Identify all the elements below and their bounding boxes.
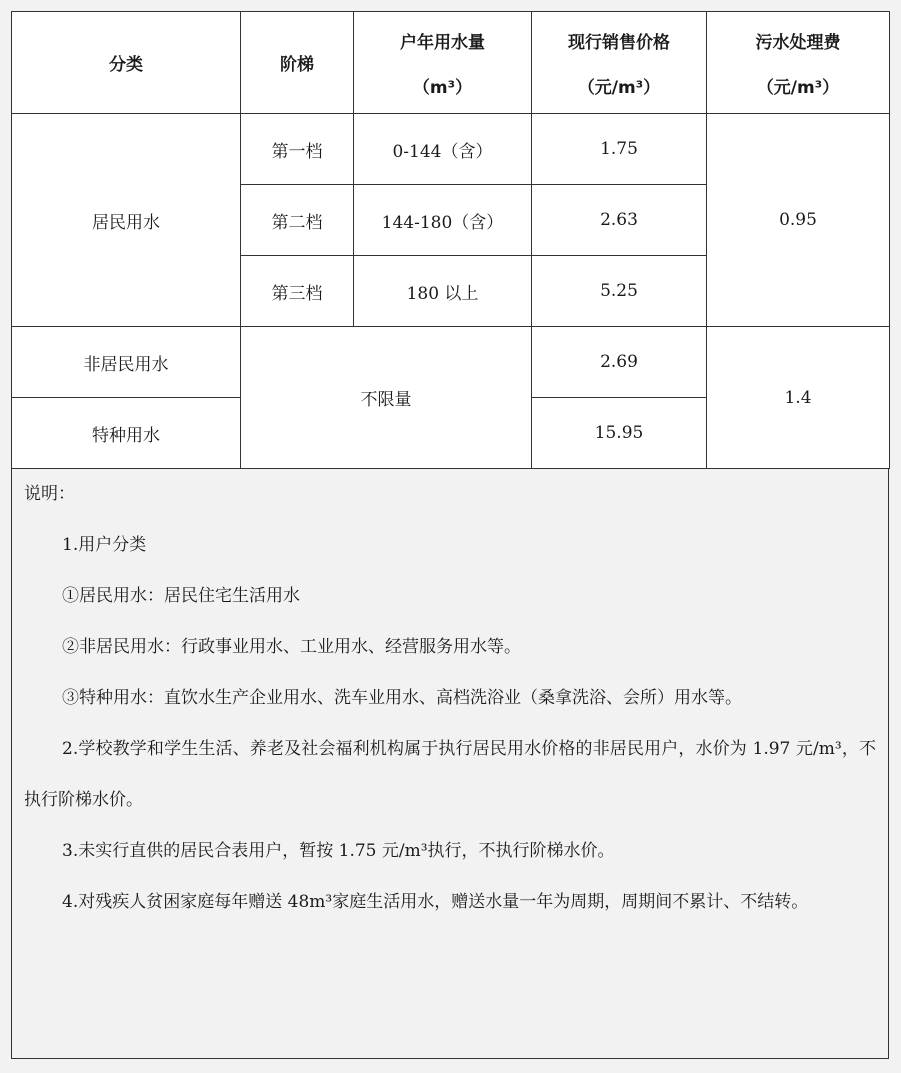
residential-sewage-fee: 0.95: [707, 114, 890, 327]
table-row: [12, 114, 890, 185]
special-price: 15.95: [532, 398, 707, 469]
header-price-unit: （元/m³）: [577, 77, 661, 98]
header-sewage: [707, 12, 890, 114]
header-price-label: 现行销售价格: [568, 32, 670, 53]
header-sewage-unit: （元/m³）: [756, 77, 840, 98]
notes-section: [12, 469, 888, 928]
tier-label: 第一档: [241, 114, 354, 185]
residential-category: 居民用水: [12, 114, 241, 327]
tier-label: 第三档: [241, 256, 354, 327]
header-price: [532, 12, 707, 114]
tier-volume: 0-144（含）: [354, 114, 532, 185]
note-item-1b: ②非居民用水：行政事业用水、工业用水、经营服务用水等。: [62, 637, 521, 657]
tier-volume: 180 以上: [354, 256, 532, 327]
note-item-1-title: 1.用户分类: [62, 535, 147, 555]
water-price-table: [11, 11, 890, 469]
header-volume-unit: （m³）: [412, 77, 473, 98]
notes-title: 说明：: [24, 484, 75, 504]
tier-label: 第二档: [241, 185, 354, 256]
tier-volume: 144-180（含）: [354, 185, 532, 256]
table-row: [12, 327, 890, 398]
tier-price: 1.75: [532, 114, 707, 185]
note-item-2: 2.学校教学和学生生活、养老及社会福利机构属于执行居民用水价格的非居民用户，水价为 1.97 元/m³，不执行阶梯水价。: [24, 739, 876, 810]
unlimited-volume: 不限量: [241, 327, 532, 469]
header-volume-label: 户年用水量: [400, 32, 485, 53]
note-item-4: 4.对残疾人贫困家庭每年赠送 48m³家庭生活用水，赠送水量一年为周期，周期间不累计、不结转。: [62, 892, 809, 912]
document-frame: [11, 11, 889, 1059]
table-header-row: [12, 12, 890, 114]
other-sewage-fee: 1.4: [707, 327, 890, 469]
special-category: 特种用水: [12, 398, 241, 469]
header-tier: 阶梯: [241, 12, 354, 114]
header-category: 分类: [12, 12, 241, 114]
note-item-1c: ③特种用水：直饮水生产企业用水、洗车业用水、高档洗浴业（桑拿洗浴、会所）用水等。: [62, 688, 742, 708]
header-sewage-label: 污水处理费: [755, 32, 841, 53]
nonresidential-price: 2.69: [532, 327, 707, 398]
tier-price: 5.25: [532, 256, 707, 327]
nonresidential-category: 非居民用水: [12, 327, 241, 398]
header-volume: [354, 12, 532, 114]
tier-price: 2.63: [532, 185, 707, 256]
note-item-1a: ①居民用水：居民住宅生活用水: [62, 586, 300, 606]
note-item-3: 3.未实行直供的居民合表用户，暂按 1.75 元/m³执行，不执行阶梯水价。: [62, 841, 615, 861]
